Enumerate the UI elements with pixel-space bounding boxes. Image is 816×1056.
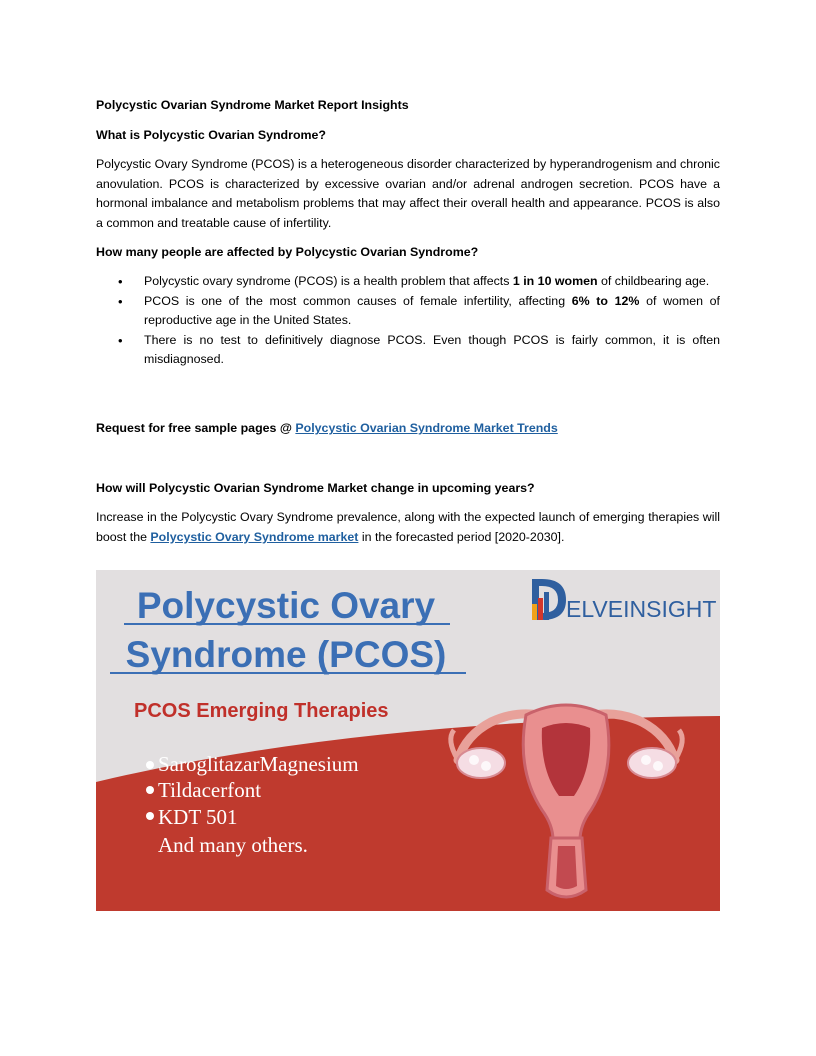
pcos-banner-image bbox=[96, 570, 720, 911]
brand-name: ELVEINSIGHT bbox=[566, 596, 717, 622]
bullet-icon: • bbox=[118, 274, 123, 290]
banner-subtitle: PCOS Emerging Therapies bbox=[134, 700, 389, 722]
therapy-item: KDT 501 bbox=[158, 805, 238, 829]
request-sample-line: Request for free sample pages @ Polycystic Ovarian Syndrome Market Trends bbox=[96, 421, 558, 436]
document-title: Polycystic Ovarian Syndrome Market Report Insights bbox=[96, 98, 409, 112]
list-item: • There is no test to definitively diagnose PCOS. Even though PCOS is fairly common, it is often misdiagnosed. bbox=[118, 332, 720, 367]
market-trends-link[interactable]: Polycystic Ovarian Syndrome Market Trends bbox=[295, 421, 558, 436]
bullet-icon: • bbox=[118, 293, 123, 309]
pcos-market-link[interactable]: Polycystic Ovary Syndrome market bbox=[150, 529, 359, 544]
banner-title-line1: Polycystic Ovary bbox=[136, 585, 436, 626]
document-body bbox=[96, 96, 720, 547]
affected-bullet-list bbox=[96, 272, 720, 369]
banner-title-line2: Syndrome (PCOS) bbox=[125, 634, 447, 675]
therapy-others: And many others. bbox=[158, 833, 308, 857]
list-item: • Polycystic ovary syndrome (PCOS) is a health problem that affects 1 in 10 women of childbearing age. bbox=[96, 272, 720, 291]
bullet-icon: • bbox=[118, 332, 123, 348]
heading-market-change: How will Polycystic Ovarian Syndrome Market change in upcoming years? bbox=[96, 480, 535, 495]
therapy-item: SaroglitazarMagnesium bbox=[158, 752, 359, 776]
paragraph-market-outlook: Increase in the Polycystic Ovary Syndrome prevalence, along with the expected launch of emerging therapies will boost the Polycystic Ovary Syndrome market in the forecasted period [2020-2030]. bbox=[96, 510, 720, 544]
paragraph-pcos-definition: Polycystic Ovary Syndrome (PCOS) is a heterogeneous disorder characterized by hyperandrogenism and chronic anovulation. PCOS is characterized by excessive ovarian and/or adrenal androgen secretion. PCOS have a hormonal imbalance and metabolism problems that may affect their overall health and appearance. PCOS is also a common and treatable cause of infertility. bbox=[96, 157, 720, 230]
therapy-item: Tildacerfont bbox=[158, 778, 262, 802]
heading-what-is-pcos: What is Polycystic Ovarian Syndrome? bbox=[96, 128, 326, 142]
heading-how-many-affected: How many people are affected by Polycystic Ovarian Syndrome? bbox=[96, 245, 479, 260]
list-item: • PCOS is one of the most common causes of female infertility, affecting 6% to 12% of women of reproductive age in the United States. bbox=[118, 293, 720, 328]
